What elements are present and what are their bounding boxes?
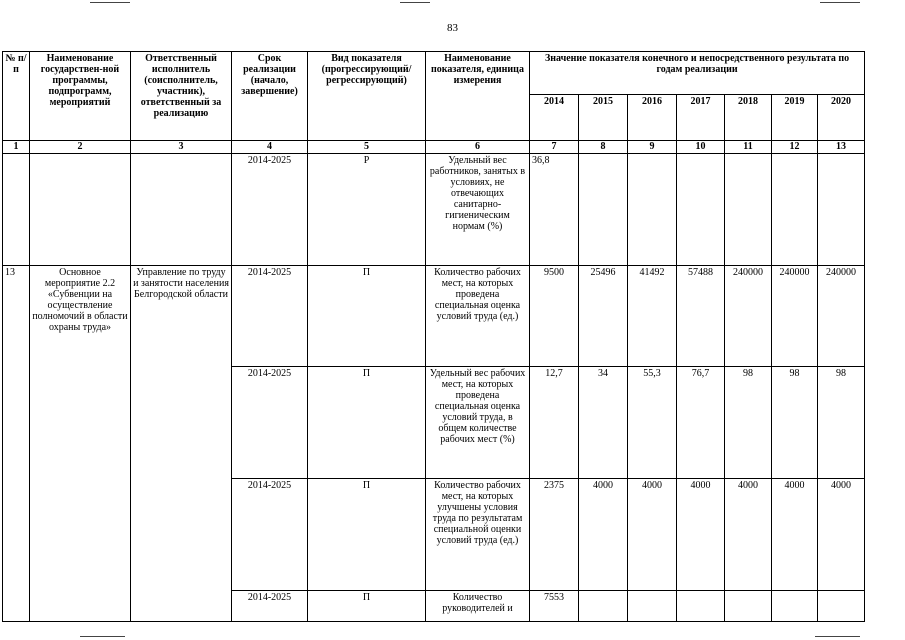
cell-value: 7553 [530, 591, 579, 622]
column-number: 6 [426, 141, 530, 154]
cell-value [772, 154, 818, 266]
cell-value [677, 591, 725, 622]
cell-value: 4000 [677, 479, 725, 591]
cell-executor [131, 154, 232, 266]
cell-value: 4000 [579, 479, 628, 591]
column-number: 1 [3, 141, 30, 154]
cell-type: П [308, 479, 426, 591]
cell-value [579, 154, 628, 266]
header-year: 2016 [628, 95, 677, 141]
cell-value: 55,3 [628, 367, 677, 479]
column-number: 3 [131, 141, 232, 154]
cell-term: 2014-2025 [232, 591, 308, 622]
cell-executor: Управление по труду и занятости населения Белгородской области [131, 266, 232, 622]
cell-value [628, 154, 677, 266]
cell-term: 2014-2025 [232, 154, 308, 266]
cell-value [772, 591, 818, 622]
column-number: 8 [579, 141, 628, 154]
table-row [3, 154, 865, 266]
header-year: 2019 [772, 95, 818, 141]
header-row [3, 52, 865, 95]
cell-type: П [308, 266, 426, 367]
indicator-table [2, 51, 865, 622]
scan-edge-mark [80, 636, 125, 637]
header-indicator: Наименование показателя, единица измерения [426, 52, 530, 141]
column-number: 12 [772, 141, 818, 154]
column-number-row [3, 141, 865, 154]
cell-value [818, 591, 865, 622]
table-row [3, 266, 865, 367]
scan-edge-mark [820, 2, 860, 3]
cell-value: 240000 [725, 266, 772, 367]
header-type: Вид показателя (прогрессирующий/ регрессирующий) [308, 52, 426, 141]
cell-value [725, 591, 772, 622]
scan-edge-mark [400, 2, 430, 3]
cell-indicator: Удельный вес рабочих мест, на которых проведена специальная оценка условий труда, в общем количестве рабочих мест (%) [426, 367, 530, 479]
cell-type: П [308, 591, 426, 622]
cell-value: 2375 [530, 479, 579, 591]
cell-term: 2014-2025 [232, 266, 308, 367]
cell-value: 4000 [725, 479, 772, 591]
cell-value: 12,7 [530, 367, 579, 479]
cell-value [677, 154, 725, 266]
cell-value: 9500 [530, 266, 579, 367]
cell-value: 4000 [818, 479, 865, 591]
header-num: № п/п [3, 52, 30, 141]
header-year: 2015 [579, 95, 628, 141]
header-year: 2017 [677, 95, 725, 141]
cell-value: 240000 [772, 266, 818, 367]
header-year: 2020 [818, 95, 865, 141]
scan-edge-mark [90, 2, 130, 3]
cell-value [628, 591, 677, 622]
header-executor: Ответственный исполнитель (соисполнитель, участник), ответственный за реализацию [131, 52, 232, 141]
header-values-group: Значение показателя конечного и непосредственного результата по годам реализации [530, 52, 865, 95]
column-number: 4 [232, 141, 308, 154]
cell-indicator: Количество рабочих мест, на которых проведена специальная оценка условий труда (ед.) [426, 266, 530, 367]
cell-value [818, 154, 865, 266]
cell-value: 41492 [628, 266, 677, 367]
cell-indicator: Количество рабочих мест, на которых улучшены условия труда по результатам специальной оценки условий труда (ед.) [426, 479, 530, 591]
cell-type: П [308, 367, 426, 479]
cell-value: 240000 [818, 266, 865, 367]
cell-value: 25496 [579, 266, 628, 367]
cell-num [3, 154, 30, 266]
cell-indicator: Удельный вес работников, занятых в условиях, не отвечающих санитарно-гигиеническим нормам (%) [426, 154, 530, 266]
page-number: 83 [447, 22, 458, 34]
column-number: 13 [818, 141, 865, 154]
cell-value: 76,7 [677, 367, 725, 479]
cell-indicator: Количество руководителей и [426, 591, 530, 622]
header-name: Наименование государствен-ной программы, подпрограмм, мероприятий [30, 52, 131, 141]
header-term: Срок реализации (начало, завершение) [232, 52, 308, 141]
cell-value [725, 154, 772, 266]
cell-value: 4000 [628, 479, 677, 591]
cell-num: 13 [3, 266, 30, 622]
column-number: 2 [30, 141, 131, 154]
cell-name: Основное мероприятие 2.2 «Субвенции на осуществление полномочий в области охраны труда» [30, 266, 131, 622]
cell-value: 98 [818, 367, 865, 479]
cell-term: 2014-2025 [232, 479, 308, 591]
cell-type: Р [308, 154, 426, 266]
header-year: 2014 [530, 95, 579, 141]
cell-name [30, 154, 131, 266]
column-number: 9 [628, 141, 677, 154]
column-number: 5 [308, 141, 426, 154]
cell-value: 98 [725, 367, 772, 479]
cell-value: 57488 [677, 266, 725, 367]
cell-value: 4000 [772, 479, 818, 591]
cell-value [579, 591, 628, 622]
cell-value: 98 [772, 367, 818, 479]
cell-value: 36,8 [530, 154, 579, 266]
scan-edge-mark [815, 636, 860, 637]
column-number: 7 [530, 141, 579, 154]
column-number: 11 [725, 141, 772, 154]
cell-term: 2014-2025 [232, 367, 308, 479]
header-year: 2018 [725, 95, 772, 141]
cell-value: 34 [579, 367, 628, 479]
column-number: 10 [677, 141, 725, 154]
